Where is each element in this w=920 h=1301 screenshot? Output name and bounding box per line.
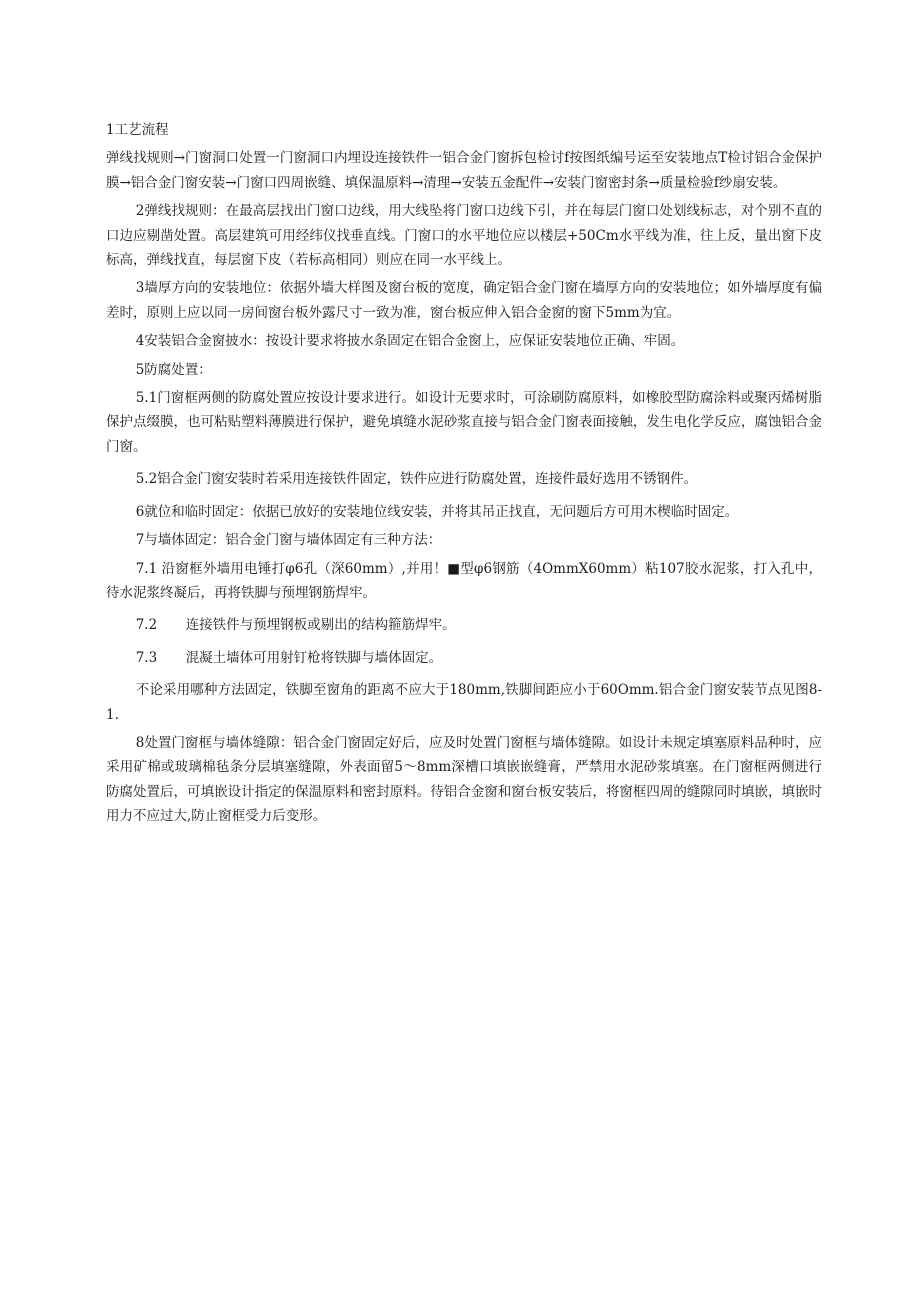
paragraph-7-3 — [106, 646, 822, 670]
section-heading: 1工艺流程 — [106, 122, 169, 138]
paragraph-6: 6就位和临时固定：依据已放好的安装地位线安装，并将其吊正找直，无问题后方可用木楔临时固定。 — [135, 503, 739, 520]
paragraph-3: 3墙厚方向的安装地位：依据外墙大样图及窗台板的宽度，确定铝合金门窗在墙厚方向的安装地位；如外墙厚度有偏差时，原则上应以同一房间窗台板外露尺寸一致为准，窗台板应伸入铝合金窗的窗下5mm为宜。 — [106, 280, 822, 321]
paragraph-4: 4安装铝合金窗披水：按设计要求将披水条固定在铝合金窗上，应保证安装地位正确、牢固。 — [135, 333, 685, 350]
paragraph-note: 不论采用哪种方法固定，铁脚至窗角的距离不应大于180mm,铁脚间距应小于60Omm.铝合金门窗安装节点见图8-1. — [106, 682, 822, 723]
item-number: 7.2 — [135, 617, 158, 634]
item-number: 7.3 — [135, 649, 158, 666]
paragraph-2: 2弹线找规则：在最高层找出门窗口边线，用大线坠将门窗口边线下引，并在每层门窗口处划线标志，对个别不直的口边应剔凿处置。高层建筑可用经纬仪找垂直线。门窗口的水平地位应以楼层+50Cm水平线为准，往上反，量出窗下皮标高，弹线找直，每层窗下皮（若标高相同）则应在同一水平线上。 — [106, 203, 822, 269]
paragraph-8: 8处置门窗框与墙体缝隙：铝合金门窗固定好后，应及时处置门窗框与墙体缝隙。如设计未规定填塞原料品种时，应采用矿棉或玻璃棉毡条分层填塞缝隙，外表面留5～8mm深槽口填嵌嵌缝膏，严禁用水泥砂浆填塞。在门窗框两侧进行防腐处置后，可填嵌设计指定的保温原料和密封原料。待铝合金窗和窗台板安装后，将窗框四周的缝隙同时填嵌，填嵌时用力不应过大,防止窗框受力后变形。 — [106, 734, 822, 825]
paragraph-5: 5防腐处置： — [135, 361, 212, 378]
paragraph-7: 7与墙体固定：铝合金门窗与墙体固定有三种方法： — [135, 532, 442, 549]
paragraph-7-2 — [106, 613, 822, 637]
paragraph-5-1: 5.1门窗框两侧的防腐处置应按设计要求进行。如设计无要求时，可涂刷防腐原料，如橡胶型防腐涂料或聚丙烯树脂保护点缀膜，也可粘贴塑料薄膜进行保护，避免填缝水泥砂浆直接与铝合金门窗表面接触，发生电化学反应，腐蚀铝合金门窗。 — [106, 390, 822, 455]
item-text: 混凝土墙体可用射钉枪将铁脚与墙体固定。 — [185, 649, 443, 666]
item-text: 连接铁件与预埋钢板或剔出的结构箍筋焊牢。 — [185, 617, 456, 634]
paragraph-5-2: 5.2铝合金门窗安装时若采用连接铁件固定，铁件应进行防腐处置，连接件最好选用不锈钢件。 — [135, 471, 698, 488]
document-body — [106, 118, 822, 833]
paragraph-7-1: 7.1 沿窗框外墙用电锤打φ6孔（深60mm）,并用！■型φ6钢筋（4OmmX60mm）粘107胶水泥浆，打入孔中，待水泥浆终凝后，再将铁脚与预埋钢筋焊牢。 — [106, 560, 822, 601]
process-flow-paragraph: 弹线找规则→门窗洞口处置一门窗洞口内埋设连接铁件一铝合金门窗拆包检讨f按图纸编号运至安装地点T检讨铝合金保护膜→铝合金门窗安装→门窗口四周嵌缝、填保温原料→清理→安装五金配件→安装门窗密封条→质量检验f纱扇安装。 — [106, 150, 822, 191]
